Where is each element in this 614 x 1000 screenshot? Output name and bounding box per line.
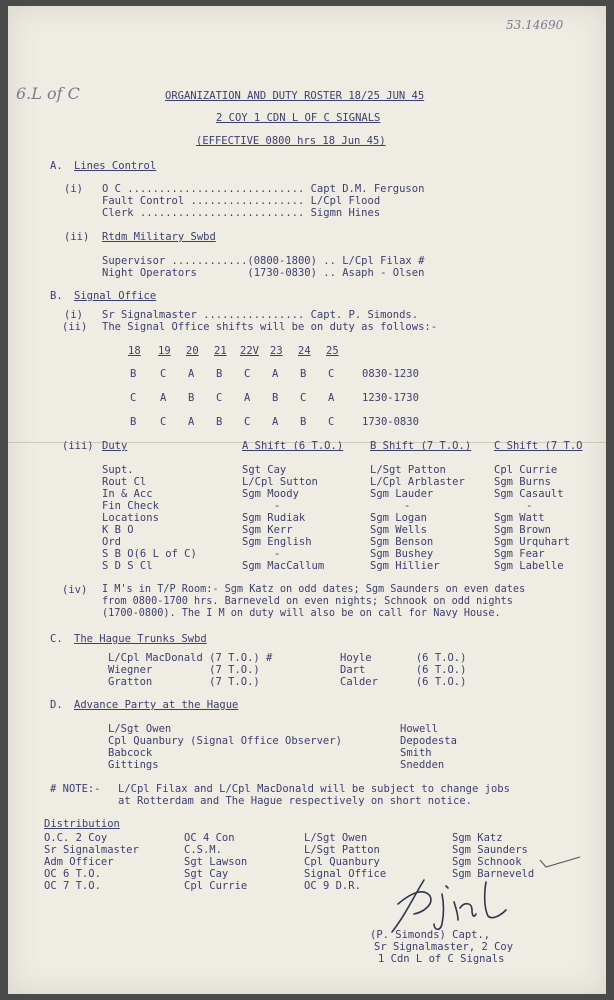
duty-name: S D S Cl (102, 560, 153, 572)
section-c-heading: The Hague Trunks Swbd (74, 633, 207, 645)
shift-letter: A (188, 416, 195, 428)
shifts-intro-line: The Signal Office shifts will be on duty as follows:- (102, 321, 438, 333)
advance-party-right: Snedden (400, 759, 445, 771)
duty-c: Sgm Urquhart (494, 536, 570, 548)
shift-letter: B (130, 368, 137, 380)
duty-name: Rout Cl (102, 476, 147, 488)
duty-b: - (404, 500, 411, 512)
shift-letter: C (328, 416, 335, 428)
date-cell: 21 (214, 345, 227, 357)
advance-party-left: Gittings (108, 759, 159, 771)
duty-a: Sgm English (242, 536, 312, 548)
duty-name: Locations (102, 512, 159, 524)
distribution-entry: OC 6 T.O. (44, 868, 101, 880)
distribution-entry: Cpl Quanbury (304, 856, 380, 868)
date-cell: 18 (128, 345, 141, 357)
advance-party-right: Howell (400, 723, 438, 735)
distribution-entry: O.C. 2 Coy (44, 832, 108, 844)
section-b-ii-num: (ii) (62, 321, 88, 333)
shift-letter: A (272, 368, 279, 380)
shift-time: 1730-0830 (362, 416, 419, 428)
distribution-entry: Signal Office (304, 868, 387, 880)
duty-c: Sgm Fear (494, 548, 545, 560)
section-b-label: B. (50, 290, 63, 302)
date-cell: 23 (270, 345, 283, 357)
date-cell: 25 (326, 345, 339, 357)
shift-letter: A (244, 392, 251, 404)
distribution-entry: OC 4 Con (184, 832, 235, 844)
duty-b: Sgm Logan (370, 512, 427, 524)
shift-letter: C (160, 368, 167, 380)
section-c-label: C. (50, 633, 63, 645)
distribution-entry: OC 9 D.R. (304, 880, 361, 892)
distribution-entry: C.S.M. (184, 844, 222, 856)
duty-c: Sgm Labelle (494, 560, 564, 572)
distribution-entry: Sgm Katz (452, 832, 503, 844)
duty-name: K B O (102, 524, 134, 536)
advance-party-left: Babcock (108, 747, 153, 759)
duty-c: Sgm Casault (494, 488, 564, 500)
duty-c: Cpl Currie (494, 464, 558, 476)
shift-letter: B (272, 392, 279, 404)
note-line: at Rotterdam and The Hague respectively on short notice. (118, 795, 473, 807)
shift-letter: B (216, 416, 223, 428)
hague-trunks-left: Gratton (7 T.O.) (108, 676, 260, 688)
distribution-entry: Sgt Cay (184, 868, 229, 880)
handwritten-signature (384, 874, 530, 936)
hague-trunks-left: Wiegner (7 T.O.) (108, 664, 260, 676)
advance-party-left: Cpl Quanbury (Signal Office Observer) (108, 735, 342, 747)
shift-letter: B (188, 392, 195, 404)
section-b-heading: Signal Office (74, 290, 157, 302)
duty-c: Sgm Brown (494, 524, 551, 536)
shift-letter: C (130, 392, 137, 404)
hague-trunks-right: Calder (6 T.O.) (340, 676, 467, 688)
duty-b: L/Cpl Arblaster (370, 476, 465, 488)
duty-a: Sgm Kerr (242, 524, 293, 536)
hague-trunks-right: Dart (6 T.O.) (340, 664, 467, 676)
distribution-entry: Adm Officer (44, 856, 114, 868)
section-b-i-num: (i) (64, 309, 83, 321)
lines-control-line: O C ............................ Capt D.M. Ferguson (102, 183, 425, 195)
shift-letter: B (300, 416, 307, 428)
document-page (8, 6, 606, 994)
margin-note: 6.L of C (16, 84, 80, 103)
shift-letter: C (244, 416, 251, 428)
distribution-entry: Sgm Saunders (452, 844, 528, 856)
shift-letter: A (188, 368, 195, 380)
shift-letter: B (216, 368, 223, 380)
distribution-entry: OC 7 T.O. (44, 880, 101, 892)
shift-letter: C (216, 392, 223, 404)
duty-b: Sgm Benson (370, 536, 434, 548)
distribution-entry: Sgm Schnook (452, 856, 522, 868)
shift-letter: A (160, 392, 167, 404)
hague-trunks-left: L/Cpl MacDonald (7 T.O.) # (108, 652, 273, 664)
advance-party-right: Smith (400, 747, 432, 759)
swbd-line: Night Operators (1730-0830) .. Asaph - Olsen (102, 267, 425, 279)
signalmaster-line: Sr Signalmaster ................ Capt. P. Simonds. (102, 309, 419, 321)
distribution-entry: Sr Signalmaster (44, 844, 139, 856)
duty-name: In & Acc (102, 488, 153, 500)
duty-name: Fin Check (102, 500, 159, 512)
note-line: L/Cpl Filax and L/Cpl MacDonald will be subject to change jobs (118, 783, 510, 795)
signature-line: (P. Simonds) Capt., (370, 929, 491, 941)
title-line-1: ORGANIZATION AND DUTY ROSTER 18/25 JUN 45 (165, 90, 425, 102)
distribution-entry: L/Sgt Patton (304, 844, 380, 856)
section-a-label: A. (50, 160, 63, 172)
pencil-tick-mark (538, 854, 584, 870)
section-a-i-num: (i) (64, 183, 83, 195)
date-cell: 19 (158, 345, 171, 357)
doc-ref-pencil: 53.14690 (506, 18, 564, 32)
swbd-heading: Rtdm Military Swbd (102, 231, 216, 243)
duty-a: - (274, 548, 281, 560)
shift-time: 0830-1230 (362, 368, 419, 380)
date-cell: 22V (240, 345, 259, 357)
duty-name: Supt. (102, 464, 134, 476)
lines-control-line: Clerk .......................... Sigmn Hines (102, 207, 381, 219)
shift-column-head: C Shift (7 T.O (494, 440, 583, 452)
im-line: I M's in T/P Room:- Sgm Katz on odd dates; Sgm Saunders on even dates (102, 584, 526, 595)
shift-letter: C (328, 368, 335, 380)
date-cell: 24 (298, 345, 311, 357)
duty-b: Sgm Hillier (370, 560, 440, 572)
shift-column-head: A Shift (6 T.O.) (242, 440, 344, 452)
duty-b: Sgm Bushey (370, 548, 434, 560)
swbd-line: Supervisor ............(0800-1800) .. L/Cpl Filax # (102, 255, 425, 267)
duty-a: Sgm Moody (242, 488, 299, 500)
shift-letter: B (300, 368, 307, 380)
shift-letter: B (130, 416, 137, 428)
distribution-entry: L/Sgt Owen (304, 832, 368, 844)
signature-line: 1 Cdn L of C Signals (378, 953, 505, 965)
note-label: # NOTE:- (50, 783, 101, 795)
duty-b: Sgm Lauder (370, 488, 434, 500)
shift-letter: C (244, 368, 251, 380)
distribution-entry: Sgt Lawson (184, 856, 248, 868)
section-d-heading: Advance Party at the Hague (74, 699, 239, 711)
duty-c: Sgm Watt (494, 512, 545, 524)
shift-letter: C (300, 392, 307, 404)
duty-column-head: Duty (102, 440, 128, 452)
section-b-iii-num: (iii) (62, 440, 94, 452)
shift-letter: A (328, 392, 335, 404)
duty-name: S B O(6 L of C) (102, 548, 197, 560)
duty-a: Sgm MacCallum (242, 560, 325, 572)
section-a-ii-num: (ii) (64, 231, 90, 243)
duty-c: - (526, 500, 533, 512)
distribution-entry: Cpl Currie (184, 880, 248, 892)
duty-b: L/Sgt Patton (370, 464, 446, 476)
title-line-3: (EFFECTIVE 0800 hrs 18 Jun 45) (196, 135, 386, 147)
duty-c: Sgm Burns (494, 476, 551, 488)
section-b-iv-num: (iv) (62, 584, 88, 596)
lines-control-line: Fault Control .................. L/Cpl Flood (102, 195, 381, 207)
duty-a: Sgm Rudiak (242, 512, 306, 524)
shift-time: 1230-1730 (362, 392, 419, 404)
advance-party-left: L/Sgt Owen (108, 723, 172, 735)
duty-a: - (274, 500, 281, 512)
duty-name: Ord (102, 536, 121, 548)
shift-letter: C (160, 416, 167, 428)
date-cell: 20 (186, 345, 199, 357)
shift-column-head: B Shift (7 T.O.) (370, 440, 472, 452)
distribution-heading: Distribution (44, 818, 120, 830)
im-line: (1700-0800). The I M on duty will also be on call for Navy House. (102, 608, 501, 619)
im-line: from 0800-1700 hrs. Barneveld on even nights; Schnook on odd nights (102, 596, 513, 607)
distribution-entry: Sgm Barneveld (452, 868, 535, 880)
duty-a: Sgt Cay (242, 464, 287, 476)
section-a-heading: Lines Control (74, 160, 157, 172)
duty-b: Sgm Wells (370, 524, 427, 536)
signature-line: Sr Signalmaster, 2 Coy (374, 941, 514, 953)
duty-a: L/Cpl Sutton (242, 476, 318, 488)
title-line-2: 2 COY 1 CDN L OF C SIGNALS (216, 112, 381, 124)
hague-trunks-right: Hoyle (6 T.O.) (340, 652, 467, 664)
advance-party-right: Depodesta (400, 735, 457, 747)
shift-letter: A (272, 416, 279, 428)
section-d-label: D. (50, 699, 63, 711)
